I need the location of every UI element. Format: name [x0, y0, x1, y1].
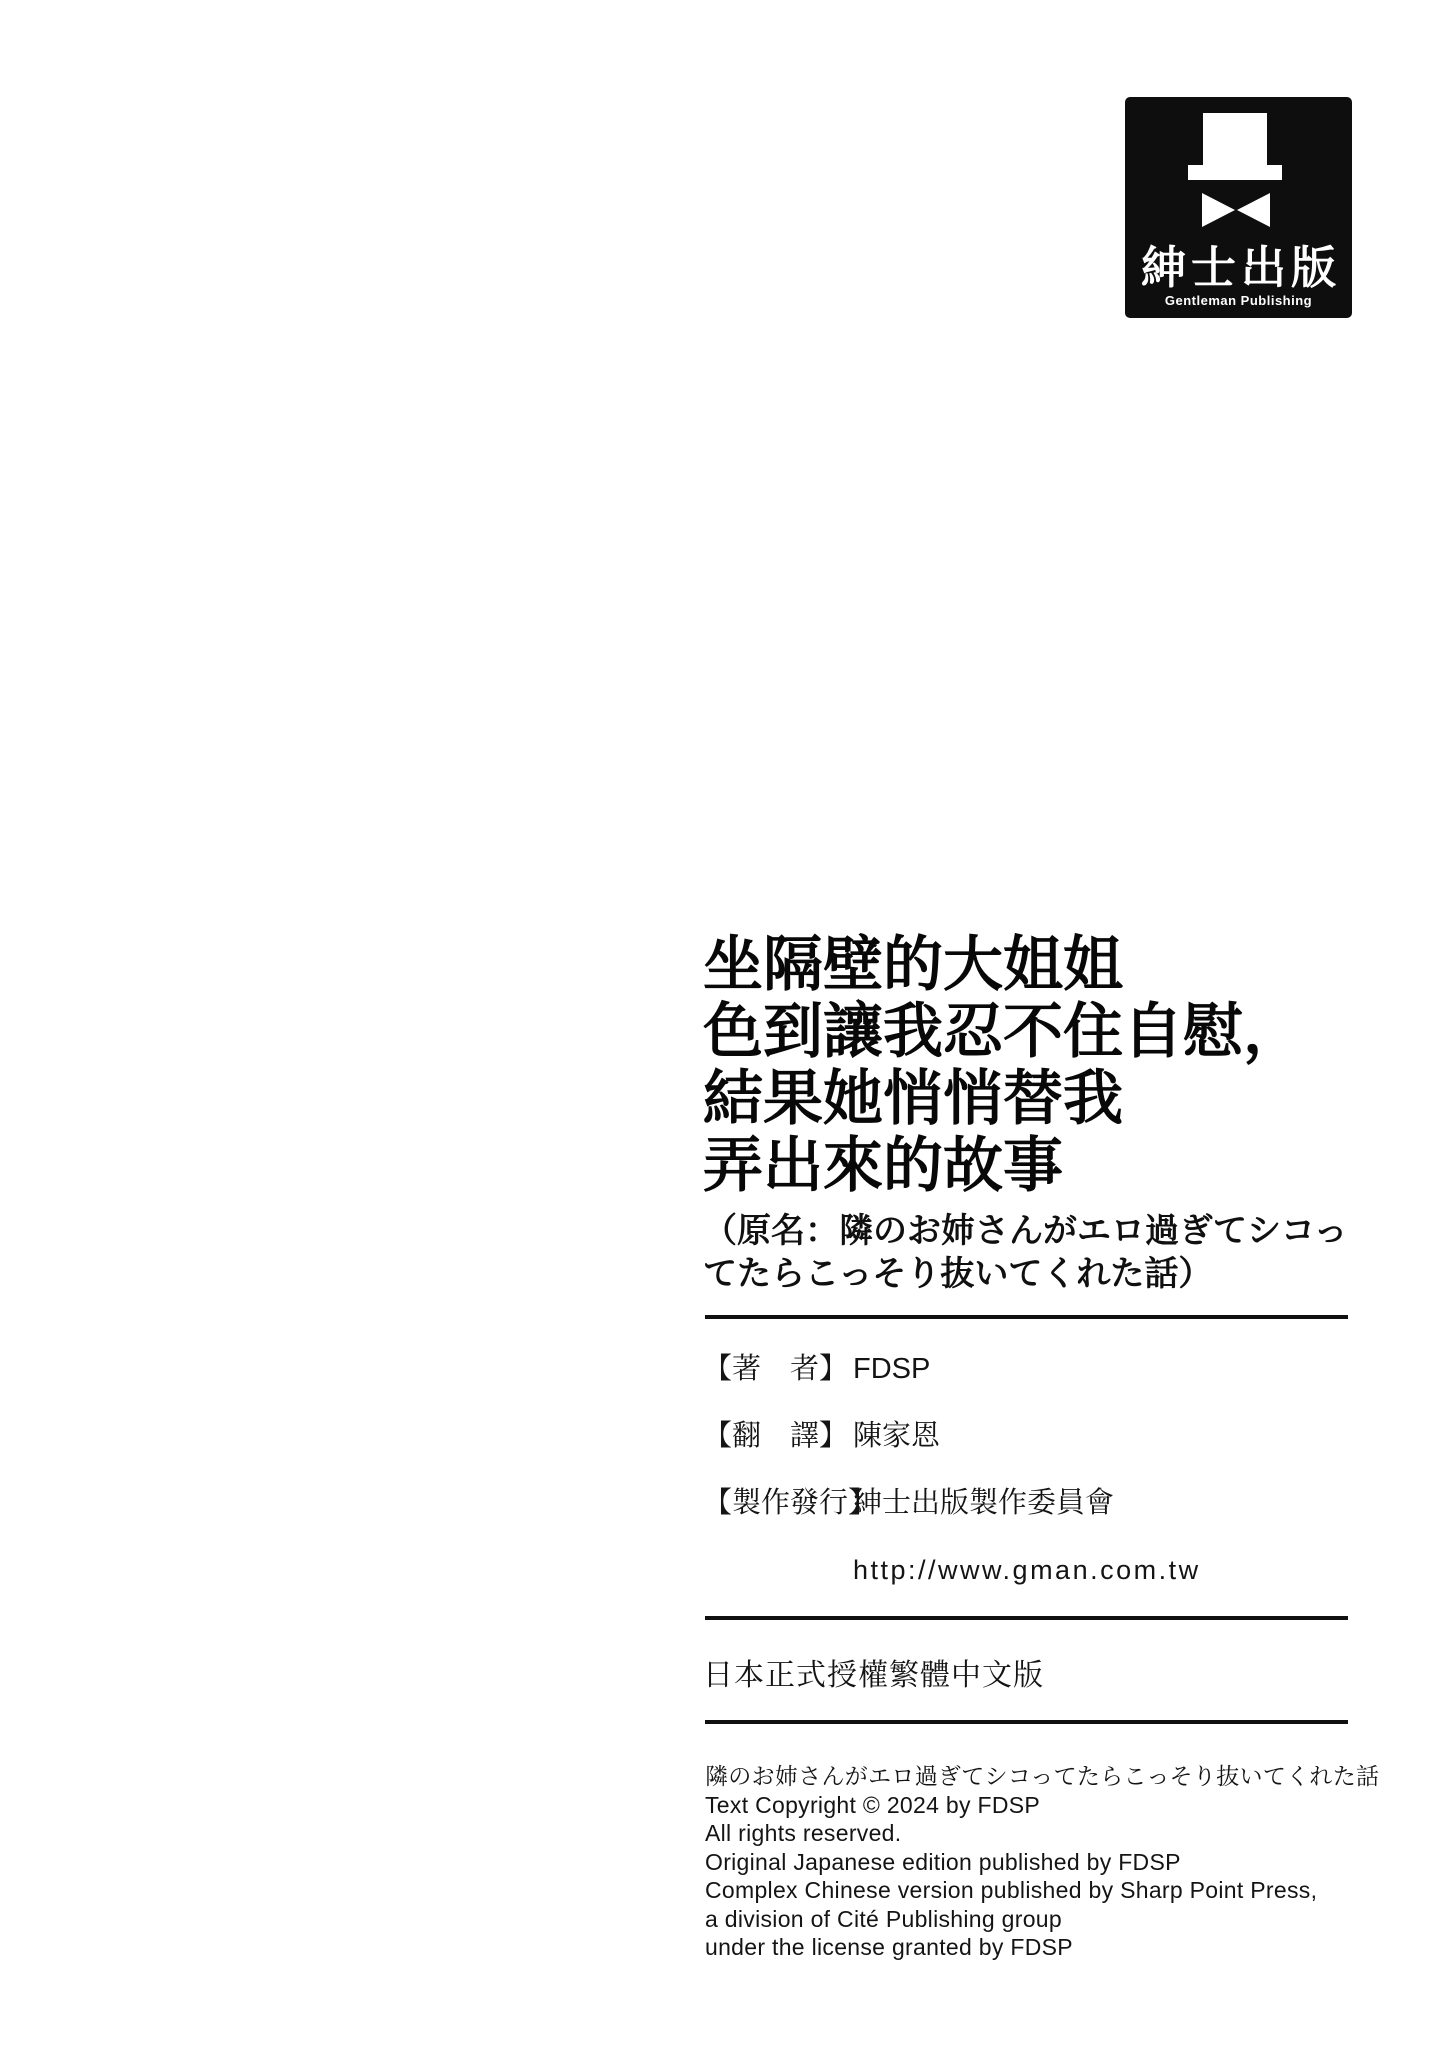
- book-title: [703, 931, 1303, 1199]
- copyright-line-original-edition: Original Japanese edition published by FDSP: [705, 1848, 1181, 1875]
- copyright-line-chinese-version: Complex Chinese version published by Sharp Point Press,: [705, 1877, 1318, 1903]
- credit-row-translator: [703, 1418, 940, 1454]
- publisher-website-url: http://www.gman.com.tw: [853, 1555, 1201, 1585]
- copyright-line-division: a division of Cité Publishing group: [705, 1905, 1062, 1932]
- credit-label-author: 【著 者】: [703, 1353, 849, 1385]
- divider-bottom: [705, 1720, 1348, 1724]
- book-title-line-1: 坐隔壁的大姐姐: [703, 931, 1123, 998]
- divider-middle: [705, 1616, 1348, 1620]
- credit-row-producer: [703, 1485, 1114, 1521]
- credit-value-translator: 陳家恩: [853, 1420, 941, 1452]
- divider-top: [705, 1315, 1348, 1319]
- publisher-name-cjk: 紳士出版: [1140, 242, 1341, 293]
- credit-row-author: [703, 1351, 930, 1387]
- credit-value-producer: 紳士出版製作委員會: [853, 1487, 1115, 1519]
- original-title-line-2: てたらこっそり抜いてくれた話）: [703, 1255, 1213, 1293]
- copyright-line-rights: All rights reserved.: [705, 1820, 902, 1846]
- edition-notice: 日本正式授權繁體中文版: [703, 1659, 1044, 1692]
- original-title: [703, 1210, 1348, 1296]
- copyright-block: [705, 1762, 1379, 1962]
- copyright-line-text-copyright: Text Copyright © 2024 by FDSP: [705, 1791, 1041, 1818]
- credit-row-website: [703, 1552, 1201, 1588]
- credit-value-author: FDSP: [853, 1353, 931, 1385]
- publisher-name-en: Gentleman Publishing: [1164, 293, 1313, 308]
- copyright-line-license: under the license granted by FDSP: [705, 1934, 1073, 1960]
- credit-label-translator: 【翻 譯】: [703, 1420, 849, 1452]
- credit-label-producer: 【製作發行】: [703, 1487, 878, 1519]
- original-title-line-1: （原名：隣のお姉さんがエロ過ぎてシコっ: [703, 1212, 1348, 1250]
- copyright-line-original-title: 隣のお姉さんがエロ過ぎてシコってたらこっそり抜いてくれた話: [705, 1763, 1380, 1789]
- book-title-line-4: 弄出來的故事: [703, 1132, 1063, 1199]
- book-title-line-3: 結果她悄悄替我: [703, 1065, 1123, 1132]
- book-title-line-2: 色到讓我忍不住自慰，: [703, 998, 1303, 1065]
- publisher-logo: [1125, 97, 1352, 318]
